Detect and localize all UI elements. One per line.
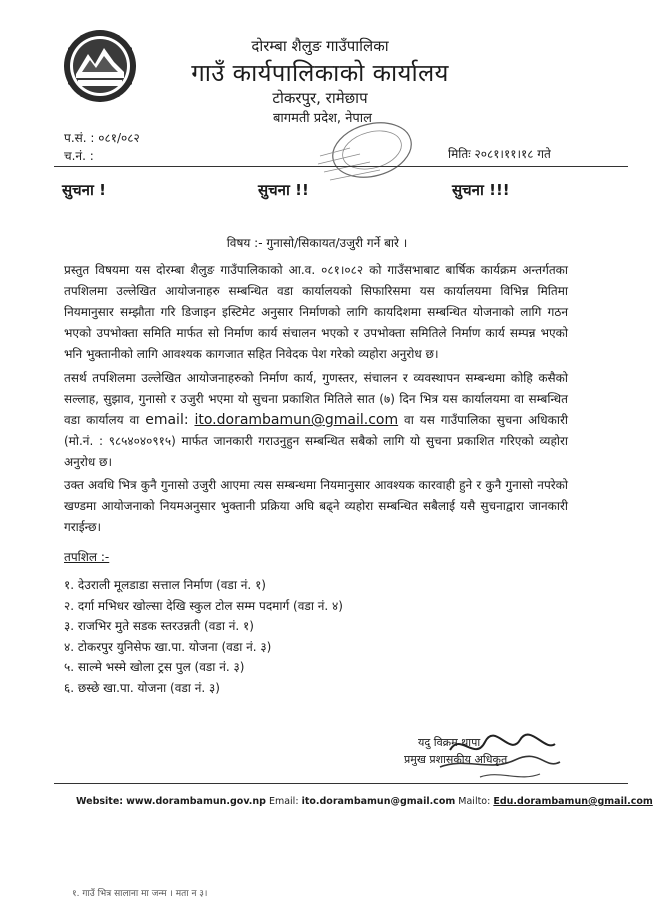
notice-heading: सुचना !!!	[452, 181, 510, 199]
schedule-title: तपशिल :-	[64, 550, 110, 564]
email-label: Email:	[268, 796, 299, 807]
notice-heading: सुचना !	[62, 181, 106, 199]
dispatch-number: च.नं. :	[64, 149, 94, 163]
body-paragraph	[64, 368, 568, 473]
body-paragraph: प्रस्तुत विषयमा यस दोरम्बा शैलुङ गाउँपालिकाको आ.व. ०८१।०८२ को गाउँसभाबाट बार्षिक कार्यक्रम अन्तर्गतका तपशिलमा उल्लेखित आयोजनाहरु सम्बन्धित वडा कार्यालयको सिफारिसमा यस कार्यालयमा विभिन्न मितिमा नियमानुसार सम्झौता गरि डिजाइन इस्टिमेट अनुसार निर्माणको लागि कायदिशमा सम्बन्धित योजनाको लागि गठन भएको उपभोक्ता समिति मार्फत सो निर्माण कार्य संचालन भएको र उपभोक्ता समितिले निर्माण कार्य सम्पन्न भएको भनि भुक्तानीको लागि आवश्यक कागजात सहित निवेदक पेश गरेको व्यहोरा अनुरोध छ।	[64, 263, 568, 361]
signatory-name: यदु विक्रम थापा	[418, 736, 481, 749]
office-name: गाउँ कार्यपालिकाको कार्यालय	[191, 59, 449, 87]
document-date: मितिः २०८१।११।१८ गते	[448, 147, 551, 161]
footer-email-link[interactable]: ito.dorambamun@gmail.com	[301, 796, 456, 807]
official-stamp-icon	[300, 120, 418, 192]
footer-divider	[54, 783, 628, 784]
header-divider	[54, 166, 628, 167]
project-list	[64, 575, 343, 698]
office-address: टोकरपुर, रामेछाप	[272, 89, 368, 107]
mailto-link[interactable]: Edu.dorambamun@gmail.com	[493, 796, 653, 807]
list-item: ३. राजभिर मुते सडक स्तरउन्नती (वडा नं. १)	[64, 619, 254, 633]
email-label: email:	[145, 412, 189, 428]
footer-contacts	[76, 796, 653, 807]
website-link[interactable]: www.dorambamun.gov.np	[126, 796, 266, 807]
municipality-logo	[62, 28, 138, 104]
list-item: १. देउराली मूलडाडा सत्ताल निर्माण (वडा नं. १)	[64, 578, 266, 592]
paragraph-text: वा यस गाउँपालिका सुचना अधिकारी (मो.नं. : ९८५४०४०९१५) मार्फत जानकारी गराउनुहुन सम्बन्धित सबैको लागि यो सुचना प्रकाशित गरिएको व्यहोरा अनुरोध छ।	[64, 413, 568, 469]
list-item: २. दर्गा मभिधर खोल्सा देखि स्कुल टोल सम्म पदमार्ग (वडा नं. ४)	[64, 598, 343, 613]
website-label: Website:	[76, 796, 124, 807]
list-item: ५. साल्मे भस्मे खोला ट्रस पुल (वडा नं. ३)	[64, 660, 245, 674]
contact-email-link[interactable]: ito.dorambamun@gmail.com	[194, 412, 399, 428]
reference-number: प.सं. : ०८१/०८२	[64, 131, 140, 145]
list-item: ४. टोकरपुर युनिसेफ खा.पा. योजना (वडा नं. ३)	[64, 639, 272, 654]
body-paragraph: उक्त अवधि भित्र कुनै गुनासो उजुरी आएमा त्यस सम्बन्धमा नियमानुसार आवश्यक कारवाही हुने र कुनै गुनासो नपरेको खण्डमा आयोजनाको नियमअनुसार भुक्तानी प्रक्रिया अघि बढ्ने व्यहोरा सम्बन्धित सबैलाई यसै सुचनाद्वारा जानकारी गराईन्छ।	[64, 478, 568, 534]
office-province: बागमती प्रदेश, नेपाल	[273, 111, 372, 126]
signatory-designation: प्रमुख प्रशासकीय अधिकृत	[404, 753, 508, 766]
paragraph-text: तसर्थ तपशिलमा उल्लेखित आयोजनाहरुको निर्माण कार्य, गुणस्तर, संचालन र व्यवस्थापन सम्बन्धमा कोहि कसैको सल्लाह, सुझाव, गुनासो र उजुरी भएमा यो सुचना प्रकाशित मितिले सात (७) दिन भित्र यस कार्यालयमा वा सम्बन्धित वडा कार्यालय वा	[64, 371, 568, 427]
bottom-note: १. गाउँ भित्र सालाना मा जन्म । मता न ३।	[72, 889, 208, 899]
municipality-name: दोरम्बा शैलुङ गाउँपालिका	[251, 37, 389, 55]
notice-subject: विषय :- गुनासो/सिकायत/उजुरी गर्ने बारे ।	[226, 236, 408, 250]
notice-heading: सुचना !!	[258, 181, 309, 199]
mailto-label: Mailto:	[458, 796, 491, 807]
list-item: ६. छस्छे खा.पा. योजना (वडा नं. ३)	[64, 680, 220, 695]
